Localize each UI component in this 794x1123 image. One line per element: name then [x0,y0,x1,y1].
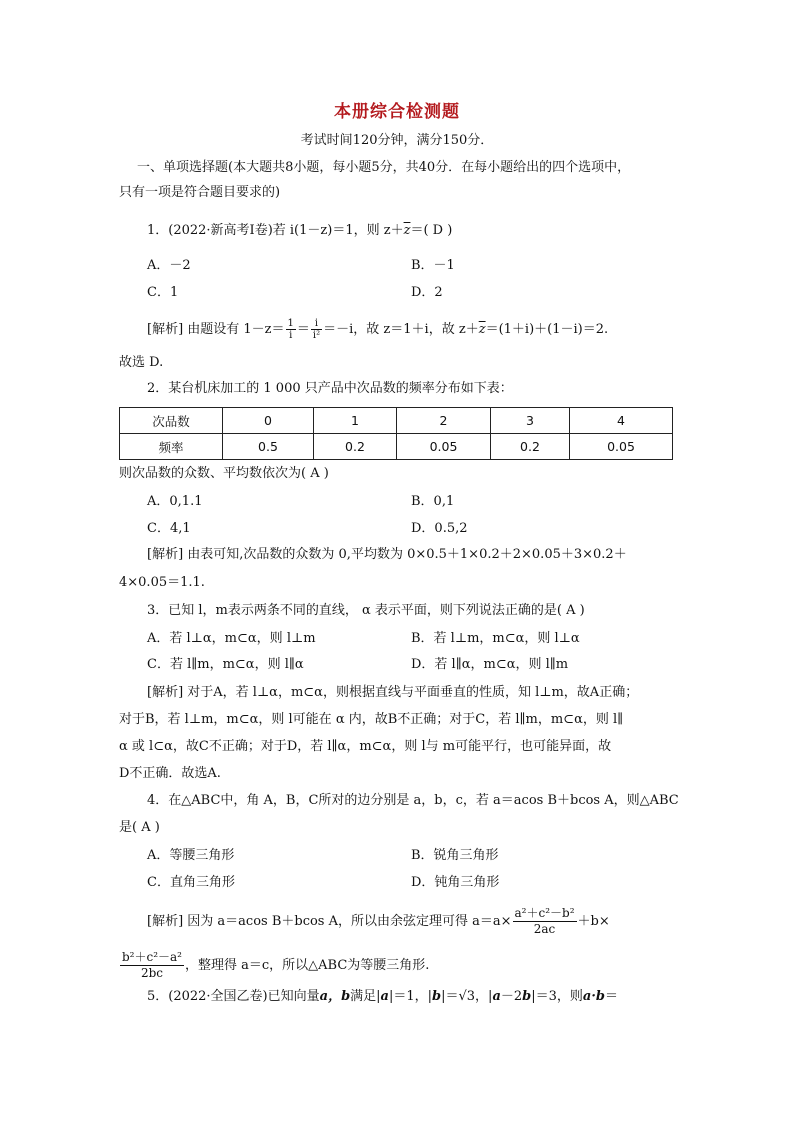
q4-stem-2: 是( A ) [119,820,160,835]
q2-option-d: D．0.5,2 [411,521,468,536]
fraction: $\frac{i}{\text{i²}}$ [312,318,321,341]
q4-option-a: A．等腰三角形 [147,848,235,863]
q2-stem: 2．某台机床加工的 1 000 只产品中次品数的频率分布如下表： [147,381,513,396]
table-cell: 0.2 [491,434,570,460]
q3-solution-1: [解析] 对于A，若 l⊥α，m⊂α，则根据直线与平面垂直的性质，知 l⊥m，故A正确； [147,685,639,700]
table-header-cell: 次品数 [120,408,223,434]
q3-solution-4: D不正确．故选A. [119,766,221,781]
q4-solution-2: $\frac{\text{b²＋c²－a²}}{2bc}$ ，整理得 a＝c，所以△ABC为等腰三角形. [122,950,430,980]
q3-stem: 3．已知 l，m表示两条不同的直线， α 表示平面，则下列说法正确的是( A ) [147,603,585,618]
table-cell: 0.05 [570,434,673,460]
fraction: $\frac{\text{a²＋c²－b²}}{2ac}$ [514,906,575,936]
table-header-cell: 3 [491,408,570,434]
q1-option-d: D．2 [411,285,443,300]
q1-option-c: C．1 [147,285,179,300]
section-heading-line1: 一、单项选择题(本大题共8小题，每小题5分，共40分．在每小题给出的四个选项中， [137,160,631,175]
q4-option-d: D．钝角三角形 [411,875,500,890]
q3-solution-2: 对于B，若 l⊥m，m⊂α，则 l可能在 α 内，故B不正确；对于C，若 l∥m，m⊂α，则 l∥ [119,712,624,727]
q5-stem: 5．(2022·全国乙卷)已知向量a，b满足|a|＝1，|b|＝√3，|a－2b|＝3，则a·b＝ [147,989,618,1004]
z-conjugate: $\overline{z}$ [403,223,411,238]
table-header-cell: 1 [314,408,397,434]
table-cell: 0.5 [223,434,314,460]
q4-solution-1: [解析] 因为 a＝acos B＋bcos A，所以由余弦定理可得 a＝a× $\frac{\text{a²＋c²－b²}}{2ac}$ ＋b× [147,906,610,936]
table-row [120,408,673,434]
table-header-cell: 4 [570,408,673,434]
q3-solution-3: α 或 l⊂α，故C不正确；对于D，若 l∥α，m⊂α，则 l与 m可能平行，也可能异面，故 [119,739,612,754]
q3-option-b: B．若 l⊥m，m⊂α，则 l⊥α [411,631,580,646]
page-title: 本册综合检测题 [334,102,460,122]
q4-option-c: C．直角三角形 [147,875,235,890]
q1-stem: 1．(2022·新高考Ⅰ卷)若 i(1－z)＝1，则 $z+\overline{z}=$( D ) [147,223,453,238]
q2-option-b: B．0,1 [411,494,455,509]
table-cell: 0.05 [397,434,491,460]
q2-option-a: A．0,1.1 [147,494,203,509]
table-cell: 0.2 [314,434,397,460]
frequency-table [119,407,673,460]
q1-option-a: A．－2 [147,258,191,273]
q2-question: 则次品数的众数、平均数依次为( A ) [119,466,329,481]
q3-option-a: A．若 l⊥α，m⊂α，则 l⊥m [147,631,316,646]
q3-option-c: C．若 l∥m，m⊂α，则 l∥α [147,657,304,672]
table-row [120,434,673,460]
q2-solution-end: 4×0.05＝1.1. [119,575,205,590]
q2-option-c: C．4,1 [147,521,191,536]
table-header-cell: 2 [397,408,491,434]
q4-option-b: B．锐角三角形 [411,848,499,863]
exam-info: 考试时间120分钟，满分150分． [300,133,494,148]
q2-solution: [解析] 由表可知,次品数的众数为 0,平均数为 0×0.5＋1×0.2＋2×0.05＋3×0.2＋ [147,547,627,562]
fraction: $\frac{\text{b²＋c²－a²}}{2bc}$ [122,950,182,980]
q1-solution: [解析] 由题设有 1－z＝ $\frac{1}{i}$ ＝ $\frac{i}{\text{i²}}$ ＝－i，故 z＝1＋i，故 $z+\overline{z}=(1+i)+(1-i)=2$. [147,318,609,341]
section-heading-line2: 只有一项是符合题目要求的) [119,185,281,200]
fraction: $\frac{1}{i}$ [287,318,294,341]
q4-stem-1: 4．在△ABC中，角 A，B，C所对的边分别是 a，b，c，若 a＝acos B＋bcos A，则△ABC [147,793,679,808]
table-header-cell: 0 [223,408,314,434]
q1-option-b: B．－1 [411,258,455,273]
z-conjugate: $\overline{z}$ [478,322,486,337]
q3-option-d: D．若 l∥α，m⊂α，则 l∥m [411,657,569,672]
q1-solution-end: 故选 D. [119,355,164,370]
table-cell: 频率 [120,434,223,460]
